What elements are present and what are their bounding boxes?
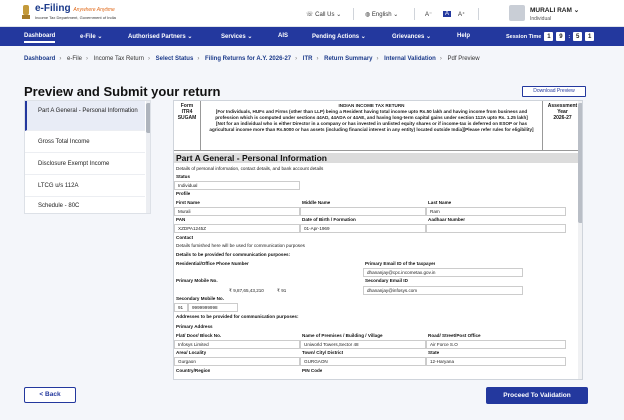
pin-label: PIN Code <box>302 368 323 373</box>
primary-address-heading: Primary Address <box>176 324 213 329</box>
session-label: Session Time <box>506 33 542 40</box>
secondary-mobile-code: 91 <box>174 303 188 312</box>
session-digit: 1 <box>585 32 594 41</box>
ay-value: 2026-27 <box>553 115 572 121</box>
flat-label: Flat/ Door/ Block No. <box>176 333 222 338</box>
middle-name-label: Middle Name <box>302 200 331 205</box>
sidebar-item-schedule-80c[interactable]: Schedule - 80C <box>38 203 80 209</box>
dob-label: Date of Birth / Formation <box>302 217 356 222</box>
form-label: Form <box>180 103 194 109</box>
chevron-down-icon: ⌄ <box>393 12 399 18</box>
pan-value: XZDPA1245Z <box>174 224 300 233</box>
sidebar-item-exempt-income[interactable]: Disclosure Exempt Income <box>25 153 145 175</box>
font-increase-button[interactable]: A⁺ <box>458 12 466 18</box>
last-name-value: Ram <box>426 207 566 216</box>
chevron-left-icon: < <box>39 391 46 398</box>
form-main-title: INDIAN INCOME TAX RETURN <box>338 103 405 108</box>
crumb-filing-returns[interactable]: Filing Returns for A.Y. 2026-27 <box>204 56 292 62</box>
nav-services[interactable]: Services ⌄ <box>221 34 253 40</box>
primary-mobile-label: Primary Mobile No. <box>176 278 218 283</box>
nav-efile-label: e-File <box>80 34 96 40</box>
primary-email-label: Primary Email ID of the taxpayer <box>365 261 436 266</box>
nav-services-label: Services <box>221 34 246 40</box>
session-digit: 5 <box>573 32 582 41</box>
sidebar-item-ltcg[interactable]: LTCG u/s 112A <box>25 175 145 197</box>
crumb-internal-validation[interactable]: Internal Validation <box>384 56 436 62</box>
brand-title: e-Filing <box>35 3 71 14</box>
premises-label: Name of Premises / Building / Village <box>302 333 383 338</box>
secondary-mobile-value: 9999999998 <box>188 303 238 312</box>
crumb-income-tax-return: Income Tax Return <box>93 56 144 62</box>
session-digit: 9 <box>556 32 565 41</box>
contact-description: Details furnished here will be used for communication purposes <box>176 243 305 248</box>
assessment-year-cell <box>543 101 582 151</box>
road-label: Road/ Street/Post Office <box>428 333 481 338</box>
breadcrumb <box>24 56 480 62</box>
pdf-preview <box>173 100 583 380</box>
sidebar-item-gross-total-income[interactable]: Gross Total Income <box>25 131 145 153</box>
user-name: MURALI RAM <box>530 7 572 14</box>
proceed-to-validation-button[interactable]: Proceed To Validation <box>486 387 588 404</box>
secondary-email-label: Secondary Email ID <box>365 278 408 283</box>
last-name-label: Last Name <box>428 200 452 205</box>
chevron-right-icon: › <box>316 56 319 62</box>
nav-grievances[interactable]: Grievances ⌄ <box>392 34 432 40</box>
chevron-right-icon: › <box>295 56 298 62</box>
user-role: Individual <box>530 16 552 22</box>
residential-phone-label: Residential/Office Phone Number <box>176 261 249 266</box>
font-decrease-button[interactable]: A⁻ <box>425 12 433 18</box>
nav-ais[interactable]: AIS <box>278 33 289 39</box>
contact-heading: Contact <box>176 235 194 240</box>
secondary-mobile-label: Secondary Mobile No. <box>176 296 224 301</box>
nav-pending-actions-label: Pending Actions <box>312 34 360 40</box>
area-label: Area/ Locality <box>176 350 207 355</box>
nav-efile[interactable]: e-File ⌄ <box>80 34 103 40</box>
chevron-right-icon: › <box>147 56 150 62</box>
form-cell <box>174 101 201 151</box>
address-comm-heading: Addresses to be provided for communication purposes: <box>176 314 299 319</box>
nav-authorised-partners-label: Authorised Partners <box>128 34 186 40</box>
nav-grievances-label: Grievances <box>392 34 425 40</box>
page-title: Preview and Submit your return <box>24 84 221 99</box>
form-sub: SUGAM <box>177 115 197 121</box>
section-description: Details of personal information, contact details, and bank account details <box>176 166 324 171</box>
chevron-down-icon: ⌄ <box>573 7 580 14</box>
sidebar-item-part-a[interactable]: Part A General - Personal Information <box>25 101 145 131</box>
crumb-return-summary[interactable]: Return Summary <box>324 56 373 62</box>
aadhaar-value <box>426 224 566 233</box>
form-desc-2: [Not for an individual who is either Director in a company or has invested in unlisted equity shares or if income-tax is deferred on ESOP or has agricultural income more than Rs.5000 or has assets (including financial interest in any entity) located outside India][Please refer rules for eligibility] <box>209 121 534 133</box>
sidebar-scroll-thumb[interactable] <box>146 103 151 133</box>
flat-value: Infosys Limited <box>174 340 300 349</box>
town-label: Town/ City/ District <box>302 350 344 355</box>
primary-mobile-value: ₹ 9,87,65,43,210 <box>229 288 264 293</box>
back-label: Back <box>45 391 61 398</box>
primary-mobile-code: ₹ 91 <box>277 288 287 293</box>
nav-help[interactable]: Help <box>457 33 471 39</box>
chevron-right-icon: › <box>59 56 62 62</box>
divider <box>478 8 479 20</box>
nav-authorised-partners[interactable]: Authorised Partners ⌄ <box>128 34 193 40</box>
section-sidebar <box>24 100 151 214</box>
middle-name-value <box>300 207 426 216</box>
crumb-dashboard[interactable]: Dashboard <box>24 56 56 62</box>
phone-icon: ☏ <box>306 12 316 18</box>
form-desc-1: [For Individuals, HUFs and Firms (other than LLP) being a Resident having total income upto Rs.50 lakh and having income from business and profession which is computed under sections 44AD, 44ADA or 44AE, and having long-term capital gains under section 112A upto Rs. 1.25 lakh] <box>215 109 528 121</box>
back-button[interactable] <box>24 387 76 403</box>
brand-tagline: Anywhere Anytime <box>73 7 115 13</box>
status-value: Individual <box>174 181 300 190</box>
call-us-link[interactable] <box>306 11 341 18</box>
call-us-label: Call Us <box>315 12 335 18</box>
profile-heading: Profile <box>176 191 191 196</box>
first-name-label: First Name <box>176 200 200 205</box>
crumb-efile: e-File <box>67 56 83 62</box>
emblem-logo <box>20 3 32 21</box>
primary-email-value: dhananjay@cpc.incometax.gov.in <box>363 268 523 277</box>
first-name-value: Murali <box>174 207 300 216</box>
main-nav <box>0 27 624 46</box>
session-timer <box>506 32 594 41</box>
state-value: 12-Haryana <box>426 357 566 366</box>
premises-value: Uniworld Towers,Sector 48 <box>300 340 426 349</box>
session-digit: 1 <box>544 32 553 41</box>
user-menu[interactable] <box>530 6 579 22</box>
communication-heading: Details to be provided for communication purposes: <box>176 252 291 257</box>
top-bar <box>0 0 624 27</box>
divider <box>353 8 354 20</box>
secondary-email-value: dhananjay@infosys.com <box>363 286 523 295</box>
country-label: Country/Region <box>176 368 211 373</box>
area-value: Gurgaon <box>174 357 300 366</box>
section-heading: Part A General - Personal Information <box>174 153 582 163</box>
nav-dashboard[interactable]: Dashboard <box>24 33 55 43</box>
form-header <box>174 101 582 151</box>
crumb-pdf-preview: Pdf Preview <box>447 56 480 62</box>
brand-dept: Income Tax Department, Government of India <box>35 15 116 20</box>
ay-label: Assessment Year <box>547 103 578 115</box>
chevron-right-icon: › <box>376 56 379 62</box>
road-value: Air Force S.O <box>426 340 566 349</box>
town-value: GURGAON <box>300 357 426 366</box>
chevron-right-icon: › <box>439 56 442 62</box>
download-preview-button[interactable]: Download Preview <box>522 86 586 97</box>
state-label: State <box>428 350 440 355</box>
chevron-right-icon: › <box>86 56 89 62</box>
preview-scroll-thumb[interactable] <box>578 103 583 223</box>
language-label: English <box>371 12 392 18</box>
form-name: ITR4 <box>181 109 193 115</box>
session-colon: : <box>568 33 571 40</box>
pan-label: PAN <box>176 217 186 222</box>
crumb-itr[interactable]: ITR <box>302 56 313 62</box>
status-label: Status <box>176 174 191 179</box>
divider <box>414 8 415 20</box>
form-description <box>201 101 543 151</box>
aadhaar-label: Aadhaar Number <box>428 217 466 222</box>
chevron-down-icon: ⌄ <box>336 12 342 18</box>
dob-value: 01-Apr-1969 <box>300 224 426 233</box>
brand[interactable] <box>35 4 116 20</box>
avatar[interactable] <box>509 5 525 21</box>
chevron-right-icon: › <box>197 56 200 62</box>
globe-icon: ◍ <box>365 12 372 18</box>
language-select[interactable] <box>365 11 398 18</box>
font-normal-button[interactable]: A <box>445 11 450 17</box>
nav-pending-actions[interactable]: Pending Actions ⌄ <box>312 34 366 40</box>
crumb-select-status[interactable]: Select Status <box>155 56 194 62</box>
